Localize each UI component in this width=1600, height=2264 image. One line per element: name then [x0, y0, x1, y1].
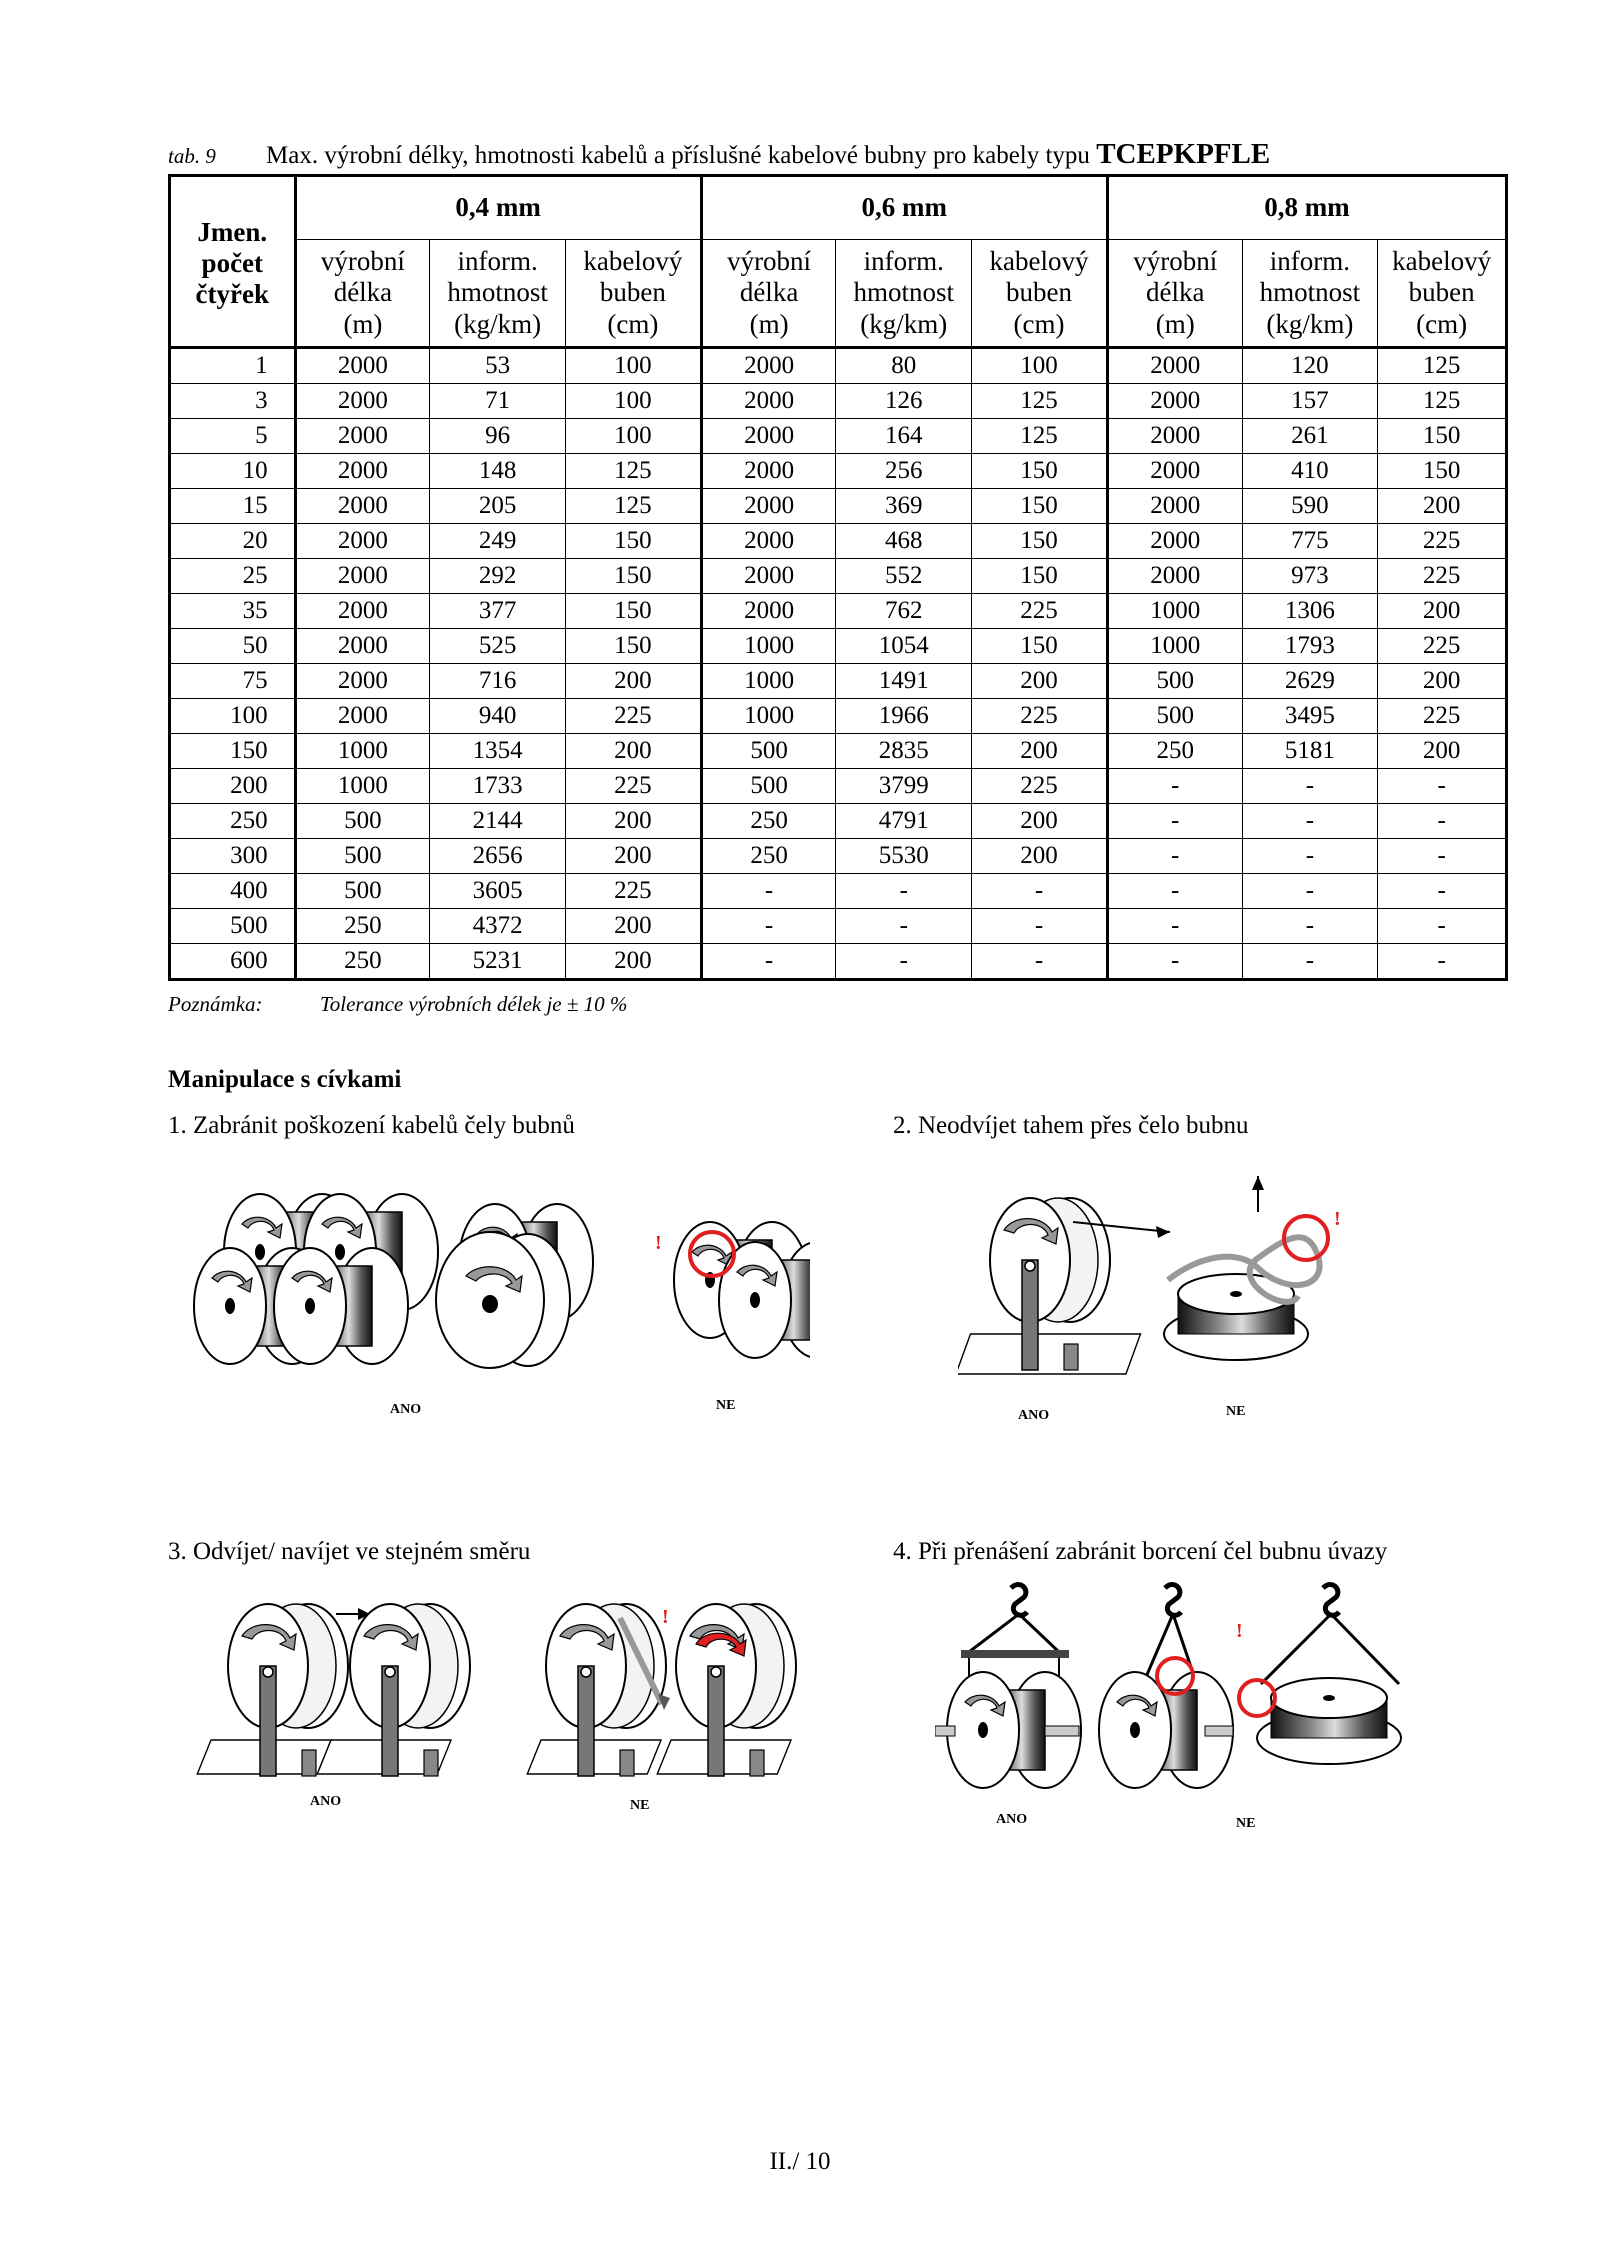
table-cell: 125	[1378, 348, 1507, 384]
table-cell: 2144	[430, 804, 566, 839]
table-cell: 225	[972, 769, 1108, 804]
table-cell: 200	[565, 664, 701, 699]
table-cell: 225	[565, 874, 701, 909]
table-cell: 1793	[1242, 629, 1378, 664]
sub-header-cell: kabelový buben (cm)	[972, 240, 1108, 348]
table-cell: -	[701, 874, 836, 909]
table-cell: 5530	[836, 839, 972, 874]
table-row	[170, 384, 1507, 419]
table-cell: 2000	[295, 384, 430, 419]
table-cell: 500	[1107, 664, 1242, 699]
conductor-count-cell: 20	[170, 524, 296, 559]
illustration-3-wrong	[520, 1594, 840, 1784]
table-cell: 250	[701, 804, 836, 839]
sub-header-cell: výrobní délka (m)	[1107, 240, 1242, 348]
table-cell: 4791	[836, 804, 972, 839]
table-cell: 150	[972, 454, 1108, 489]
step-2-title: 2. Neodvíjet tahem přes čelo bubnu	[893, 1112, 1249, 1139]
table-cell: -	[1242, 839, 1378, 874]
table-cell: 150	[565, 559, 701, 594]
table-row	[170, 944, 1507, 980]
table-cell: 200	[972, 664, 1108, 699]
table-cell: 125	[972, 384, 1108, 419]
table-cell: 1000	[1107, 629, 1242, 664]
table-cell: 2000	[1107, 524, 1242, 559]
table-cell: 2000	[701, 454, 836, 489]
table-cell: 2000	[1107, 454, 1242, 489]
table-cell: -	[1242, 874, 1378, 909]
table-cell: 2000	[701, 524, 836, 559]
illustration-2-no-label: NE	[1226, 1404, 1246, 1419]
table-cell: 2000	[295, 524, 430, 559]
table-cell: 369	[836, 489, 972, 524]
table-cell: 205	[430, 489, 566, 524]
table-cell: 2000	[295, 348, 430, 384]
illustration-3-no-label: NE	[630, 1798, 650, 1813]
illustration-3-correct	[190, 1594, 490, 1784]
conductor-count-cell: 3	[170, 384, 296, 419]
sub-header-cell: výrobní délka (m)	[701, 240, 836, 348]
table-cell: 250	[1107, 734, 1242, 769]
table-cell: 2000	[295, 419, 430, 454]
conductor-count-cell: 500	[170, 909, 296, 944]
table-cell: -	[1107, 769, 1242, 804]
table-cell: 2000	[701, 384, 836, 419]
conductor-count-cell: 1	[170, 348, 296, 384]
warning-mark: !	[1334, 1208, 1341, 1230]
table-cell: 5231	[430, 944, 566, 980]
table-cell: 2000	[1107, 348, 1242, 384]
table-cell: 1000	[701, 629, 836, 664]
table-cell: 200	[972, 839, 1108, 874]
table-cell: 150	[972, 489, 1108, 524]
table-row	[170, 629, 1507, 664]
table-body	[170, 348, 1507, 980]
table-cell: 500	[295, 874, 430, 909]
step-1-title: 1. Zabránit poškození kabelů čely bubnů	[168, 1112, 575, 1139]
table-cell: 973	[1242, 559, 1378, 594]
conductor-count-cell: 25	[170, 559, 296, 594]
cable-table	[168, 174, 1508, 981]
table-cell: -	[1378, 769, 1507, 804]
sub-header-cell: inform. hmotnost (kg/km)	[1242, 240, 1378, 348]
table-cell: -	[836, 874, 972, 909]
table-row	[170, 594, 1507, 629]
warning-circle	[1239, 1680, 1275, 1716]
table-cell: 2000	[701, 559, 836, 594]
table-cell: 120	[1242, 348, 1378, 384]
table-cell: 500	[295, 804, 430, 839]
table-cell: 2000	[1107, 384, 1242, 419]
table-cell: 249	[430, 524, 566, 559]
table-cell: 150	[972, 559, 1108, 594]
warning-mark: !	[662, 1606, 669, 1628]
conductor-count-cell: 250	[170, 804, 296, 839]
table-cell: 468	[836, 524, 972, 559]
page-number: II./ 10	[769, 2148, 831, 2175]
conductor-count-cell: 600	[170, 944, 296, 980]
sub-header-cell: výrobní délka (m)	[295, 240, 430, 348]
table-cell: 225	[1378, 524, 1507, 559]
illustration-4-yes-label: ANO	[996, 1812, 1028, 1827]
table-cell: 225	[1378, 699, 1507, 734]
table-cell: -	[1378, 874, 1507, 909]
table-cell: 1491	[836, 664, 972, 699]
table-cell: -	[1107, 909, 1242, 944]
table-cell: 1054	[836, 629, 972, 664]
table-cell: 200	[565, 944, 701, 980]
warning-mark: !	[1236, 1620, 1243, 1642]
table-cell: 200	[972, 804, 1108, 839]
illustration-4-no-label: NE	[1236, 1816, 1256, 1831]
table-cell: 500	[1107, 699, 1242, 734]
table-caption	[168, 138, 1508, 172]
conductor-count-cell: 75	[170, 664, 296, 699]
table-cell: 410	[1242, 454, 1378, 489]
table-cell: 225	[1378, 629, 1507, 664]
table-cell: 2656	[430, 839, 566, 874]
table-cell: -	[1107, 944, 1242, 980]
table-row	[170, 524, 1507, 559]
table-row	[170, 454, 1507, 489]
sub-header-row	[170, 240, 1507, 348]
table-cell: 2629	[1242, 664, 1378, 699]
sub-header-cell: kabelový buben (cm)	[1378, 240, 1507, 348]
conductor-count-cell: 400	[170, 874, 296, 909]
section-title: Manipulace s cívkami	[168, 1066, 402, 1093]
table-cell: 552	[836, 559, 972, 594]
table-cell: 2000	[295, 664, 430, 699]
table-cell: 150	[565, 629, 701, 664]
table-cell: -	[836, 944, 972, 980]
table-cell: 150	[1378, 454, 1507, 489]
table-cell: -	[1378, 804, 1507, 839]
table-row	[170, 489, 1507, 524]
table-cell: 250	[295, 909, 430, 944]
illustration-1-no-label: NE	[716, 1398, 736, 1413]
sub-header-cell: inform. hmotnost (kg/km)	[430, 240, 566, 348]
table-cell: 2000	[295, 629, 430, 664]
table-cell: 2000	[295, 594, 430, 629]
table-cell: 200	[1378, 734, 1507, 769]
table-cell: -	[1378, 944, 1507, 980]
illustration-2	[958, 1176, 1378, 1396]
table-cell: 1000	[295, 769, 430, 804]
table-cell: 716	[430, 664, 566, 699]
table-row	[170, 734, 1507, 769]
caption-text: Max. výrobní délky, hmotnosti kabelů a příslušné kabelové bubny pro kabely typu	[266, 142, 1097, 169]
table-row	[170, 664, 1507, 699]
table-cell: 292	[430, 559, 566, 594]
conductor-count-cell: 300	[170, 839, 296, 874]
table-note	[168, 992, 627, 1017]
table-cell: 125	[972, 419, 1108, 454]
table-cell: -	[1107, 874, 1242, 909]
table-cell: 148	[430, 454, 566, 489]
table-cell: 250	[295, 944, 430, 980]
table-cell: 2000	[1107, 559, 1242, 594]
table-cell: -	[972, 874, 1108, 909]
header-group-06: 0,6 mm	[701, 176, 1107, 240]
table-cell: 150	[972, 629, 1108, 664]
table-cell: -	[836, 909, 972, 944]
table-cell: -	[701, 909, 836, 944]
table-cell: 2000	[701, 594, 836, 629]
table-cell: -	[701, 944, 836, 980]
table-cell: 2000	[295, 489, 430, 524]
table-cell: 775	[1242, 524, 1378, 559]
step-4-title: 4. Při přenášení zabránit borcení čel bubnu úvazy	[893, 1538, 1388, 1565]
table-cell: 256	[836, 454, 972, 489]
table-cell: 71	[430, 384, 566, 419]
table-cell: -	[1107, 804, 1242, 839]
table-cell: 3605	[430, 874, 566, 909]
table-row	[170, 874, 1507, 909]
table-cell: 200	[565, 804, 701, 839]
warning-mark: !	[655, 1232, 662, 1254]
table-cell: 2000	[701, 348, 836, 384]
table-cell: 1966	[836, 699, 972, 734]
table-cell: 100	[565, 348, 701, 384]
table-cell: -	[1242, 944, 1378, 980]
table-cell: 225	[1378, 559, 1507, 594]
table-cell: 2000	[701, 419, 836, 454]
table-cell: 2000	[1107, 489, 1242, 524]
illustration-1-yes-label: ANO	[390, 1402, 422, 1417]
table-row	[170, 348, 1507, 384]
table-cell: 4372	[430, 909, 566, 944]
table-row	[170, 839, 1507, 874]
table-cell: 225	[565, 699, 701, 734]
table-cell: -	[972, 909, 1108, 944]
table-cell: -	[1242, 909, 1378, 944]
table-cell: 940	[430, 699, 566, 734]
table-cell: 762	[836, 594, 972, 629]
illustration-1-correct	[190, 1190, 610, 1390]
table-cell: 2000	[295, 699, 430, 734]
table-cell: 1306	[1242, 594, 1378, 629]
table-cell: 1000	[701, 664, 836, 699]
table-cell: 1000	[1107, 594, 1242, 629]
sub-header-cell: inform. hmotnost (kg/km)	[836, 240, 972, 348]
table-cell: 200	[1378, 664, 1507, 699]
conductor-count-cell: 35	[170, 594, 296, 629]
table-cell: 250	[701, 839, 836, 874]
table-cell: 100	[565, 419, 701, 454]
table-cell: 1733	[430, 769, 566, 804]
table-cell: 100	[972, 348, 1108, 384]
table-cell: 1354	[430, 734, 566, 769]
table-cell: 2000	[1107, 419, 1242, 454]
table-cell: 590	[1242, 489, 1378, 524]
table-cell: 96	[430, 419, 566, 454]
table-cell: 164	[836, 419, 972, 454]
conductor-count-cell: 100	[170, 699, 296, 734]
table-cell: 200	[972, 734, 1108, 769]
table-cell: 5181	[1242, 734, 1378, 769]
conductor-count-cell: 15	[170, 489, 296, 524]
table-cell: 225	[565, 769, 701, 804]
table-cell: 200	[565, 839, 701, 874]
table-cell: 1000	[295, 734, 430, 769]
table-row	[170, 559, 1507, 594]
table-cell: 2000	[295, 559, 430, 594]
conductor-count-cell: 10	[170, 454, 296, 489]
table-cell: 150	[565, 524, 701, 559]
table-cell: 261	[1242, 419, 1378, 454]
table-cell: 157	[1242, 384, 1378, 419]
table-number: tab. 9	[168, 144, 216, 168]
illustration-3-yes-label: ANO	[310, 1794, 342, 1809]
conductor-count-cell: 50	[170, 629, 296, 664]
conductor-count-cell: 200	[170, 769, 296, 804]
illustration-4	[935, 1580, 1415, 1800]
table-cell: 200	[565, 734, 701, 769]
table-cell: 3495	[1242, 699, 1378, 734]
header-group-04: 0,4 mm	[295, 176, 701, 240]
table-cell: 125	[565, 454, 701, 489]
table-cell: 125	[565, 489, 701, 524]
table-cell: 53	[430, 348, 566, 384]
table-cell: -	[1242, 769, 1378, 804]
table-cell: 1000	[701, 699, 836, 734]
table-cell: 126	[836, 384, 972, 419]
conductor-count-cell: 5	[170, 419, 296, 454]
table-cell: 525	[430, 629, 566, 664]
table-cell: 225	[972, 594, 1108, 629]
table-cell: 200	[1378, 594, 1507, 629]
table-cell: 500	[701, 769, 836, 804]
table-cell: 225	[972, 699, 1108, 734]
table-cell: 150	[1378, 419, 1507, 454]
table-cell: 2000	[295, 454, 430, 489]
table-cell: -	[1242, 804, 1378, 839]
note-label: Poznámka:	[168, 992, 263, 1016]
sub-header-cell: kabelový buben (cm)	[565, 240, 701, 348]
table-cell: 2000	[701, 489, 836, 524]
table-cell: -	[1378, 909, 1507, 944]
table-cell: 100	[565, 384, 701, 419]
table-cell: -	[1107, 839, 1242, 874]
table-cell: 3799	[836, 769, 972, 804]
cable-type: TCEPKPFLE	[1096, 138, 1271, 170]
table-cell: 150	[972, 524, 1108, 559]
header-conductor-count: Jmen. počet čtyřek	[170, 176, 296, 348]
table-cell: 200	[1378, 489, 1507, 524]
table-row	[170, 699, 1507, 734]
table-row	[170, 419, 1507, 454]
conductor-count-cell: 150	[170, 734, 296, 769]
table-cell: 200	[565, 909, 701, 944]
table-cell: 125	[1378, 384, 1507, 419]
step-3-title: 3. Odvíjet/ navíjet ve stejném směru	[168, 1538, 531, 1565]
table-row	[170, 909, 1507, 944]
header-group-08: 0,8 mm	[1107, 176, 1506, 240]
table-cell: 2835	[836, 734, 972, 769]
table-row	[170, 769, 1507, 804]
note-text: Tolerance výrobních délek je ± 10 %	[320, 992, 628, 1016]
table-cell: -	[972, 944, 1108, 980]
table-cell: -	[1378, 839, 1507, 874]
illustration-2-yes-label: ANO	[1018, 1408, 1050, 1423]
table-cell: 500	[295, 839, 430, 874]
table-cell: 377	[430, 594, 566, 629]
table-cell: 80	[836, 348, 972, 384]
table-row	[170, 804, 1507, 839]
table-cell: 500	[701, 734, 836, 769]
illustration-1-wrong	[660, 1200, 810, 1380]
table-cell: 150	[565, 594, 701, 629]
